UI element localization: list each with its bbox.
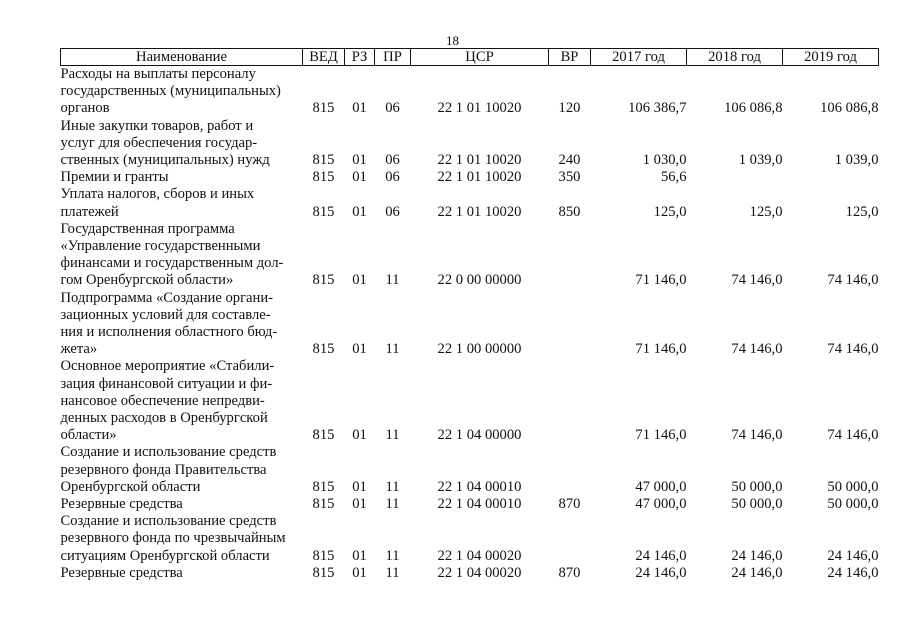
name-line: Премии и гранты (60, 169, 169, 186)
cell-2019: 1 039,0 (834, 152, 879, 169)
name-line: услуг для обеспечения государ- (60, 134, 258, 151)
name-line: Резервные средства (60, 564, 183, 581)
name-line: ственных (муниципальных) нужд (60, 152, 270, 169)
cell-vr: 120 (558, 100, 581, 117)
cell-name (61, 118, 303, 170)
name-line: нансовое обеспечение непредви- (60, 392, 265, 409)
cell-ved: 815 (312, 427, 335, 444)
name-line: Создание и использование средств (60, 444, 277, 461)
cell-rz: 01 (352, 100, 367, 117)
table-row (61, 221, 879, 290)
cell-csr: 22 1 01 10020 (437, 169, 522, 186)
cell-ved: 815 (312, 100, 335, 117)
cell-2017: 71 146,0 (635, 427, 687, 444)
cell-2018: 74 146,0 (731, 272, 783, 289)
header-vr: ВР (549, 49, 591, 66)
cell-pr: 11 (385, 427, 400, 444)
cell-csr: 22 1 04 00020 (437, 547, 522, 564)
table-row (61, 118, 879, 170)
cell-name (61, 66, 303, 118)
header-2018: 2018 год (687, 49, 783, 66)
cell-2017: 56,6 (660, 169, 687, 186)
cell-csr: 22 1 04 00010 (437, 478, 522, 495)
table-body (61, 66, 879, 583)
header-name: Наименование (61, 49, 303, 66)
name-line: финансами и государственным дол- (60, 255, 284, 272)
cell-2018: 24 146,0 (731, 547, 783, 564)
name-line: Резервные средства (60, 496, 183, 513)
cell-name (61, 169, 303, 186)
cell-rz: 01 (352, 427, 367, 444)
cell-2019: 24 146,0 (827, 547, 879, 564)
cell-rz: 01 (352, 478, 367, 495)
table-row (61, 444, 879, 496)
cell-ved: 815 (312, 341, 335, 358)
cell-2017: 71 146,0 (635, 341, 687, 358)
table-row (61, 169, 879, 186)
name-line: ния и исполнения областного бюд- (60, 324, 278, 341)
name-line: резервного фонда по чрезвычайным (60, 530, 286, 547)
cell-vr: 850 (558, 203, 581, 220)
name-line: Иные закупки товаров, работ и (60, 117, 254, 134)
cell-pr: 06 (385, 100, 400, 117)
name-line: зационных условий для составле- (60, 306, 271, 323)
cell-name (61, 496, 303, 513)
cell-2019: 125,0 (845, 203, 879, 220)
cell-2018: 106 086,8 (724, 100, 783, 117)
table-row (61, 565, 879, 582)
cell-pr: 06 (385, 152, 400, 169)
cell-ved: 815 (312, 564, 335, 581)
cell-name (61, 444, 303, 496)
cell-2018: 125,0 (749, 203, 783, 220)
cell-rz: 01 (352, 564, 367, 581)
cell-2018 (687, 169, 783, 186)
table-row (61, 358, 879, 444)
cell-rz: 01 (352, 203, 367, 220)
name-line: Государственная программа (60, 220, 235, 237)
name-line: резервного фонда Правительства (60, 461, 267, 478)
cell-name (61, 221, 303, 290)
cell-ved: 815 (312, 169, 335, 186)
cell-ved: 815 (312, 496, 335, 513)
cell-name (61, 358, 303, 444)
name-line: Оренбургской области (60, 478, 201, 495)
cell-pr: 11 (385, 272, 400, 289)
cell-2019: 106 086,8 (820, 100, 879, 117)
cell-2019: 74 146,0 (827, 272, 879, 289)
cell-pr: 06 (385, 169, 400, 186)
header-csr: ЦСР (411, 49, 549, 66)
cell-2018: 24 146,0 (731, 564, 783, 581)
cell-2017: 47 000,0 (635, 478, 687, 495)
cell-vr (549, 444, 591, 496)
cell-2019: 50 000,0 (827, 496, 879, 513)
cell-name (61, 565, 303, 582)
name-line: денных расходов в Оренбургской (60, 410, 268, 427)
name-line: государственных (муниципальных) (60, 83, 281, 100)
table-row (61, 513, 879, 565)
cell-rz: 01 (352, 496, 367, 513)
page-number: 18 (446, 33, 459, 48)
header-rz: РЗ (345, 49, 375, 66)
cell-2019: 74 146,0 (827, 427, 879, 444)
cell-csr: 22 1 04 00020 (437, 564, 522, 581)
table-header-row (61, 49, 879, 66)
budget-table (60, 48, 879, 582)
name-line: «Управление государственными (60, 238, 261, 255)
cell-2019 (783, 169, 879, 186)
cell-rz: 01 (352, 152, 367, 169)
cell-csr: 22 1 04 00010 (437, 496, 522, 513)
cell-vr (549, 221, 591, 290)
cell-csr: 22 1 01 10020 (437, 203, 522, 220)
name-line: органов (60, 100, 110, 117)
cell-2019: 50 000,0 (827, 478, 879, 495)
cell-2017: 71 146,0 (635, 272, 687, 289)
table-row (61, 290, 879, 359)
cell-name (61, 513, 303, 565)
header-2017: 2017 год (591, 49, 687, 66)
cell-2018: 1 039,0 (738, 152, 783, 169)
cell-2017: 125,0 (653, 203, 687, 220)
name-line: Подпрограмма «Создание органи- (60, 289, 274, 306)
cell-vr (549, 290, 591, 359)
cell-2018: 50 000,0 (731, 496, 783, 513)
cell-2017: 106 386,7 (628, 100, 687, 117)
cell-vr (549, 513, 591, 565)
cell-vr: 870 (558, 564, 581, 581)
cell-csr: 22 1 00 00000 (437, 341, 522, 358)
cell-rz: 01 (352, 272, 367, 289)
header-pr: ПР (375, 49, 411, 66)
cell-pr: 11 (385, 478, 400, 495)
table-row (61, 66, 879, 118)
cell-name (61, 186, 303, 220)
header-ved: ВЕД (303, 49, 345, 66)
cell-rz: 01 (352, 341, 367, 358)
cell-pr: 11 (385, 564, 400, 581)
cell-2018: 74 146,0 (731, 341, 783, 358)
name-line: Основное мероприятие «Стабили- (60, 358, 275, 375)
cell-csr: 22 0 00 00000 (437, 272, 522, 289)
name-line: Расходы на выплаты персоналу (60, 66, 256, 82)
cell-2018: 74 146,0 (731, 427, 783, 444)
name-line: гом Оренбургской области» (60, 272, 234, 289)
cell-csr: 22 1 01 10020 (437, 100, 522, 117)
cell-2017: 24 146,0 (635, 547, 687, 564)
header-2019: 2019 год (783, 49, 879, 66)
name-line: зация финансовой ситуации и фи- (60, 375, 273, 392)
cell-vr: 240 (558, 152, 581, 169)
name-line: жета» (60, 341, 98, 358)
name-line: Создание и использование средств (60, 513, 277, 530)
cell-csr: 22 1 04 00000 (437, 427, 522, 444)
cell-vr: 870 (558, 496, 581, 513)
cell-name (61, 290, 303, 359)
name-line: области» (60, 427, 117, 444)
cell-ved: 815 (312, 203, 335, 220)
table-row (61, 186, 879, 220)
cell-pr: 11 (385, 547, 400, 564)
cell-2019: 74 146,0 (827, 341, 879, 358)
cell-pr: 06 (385, 203, 400, 220)
cell-vr: 350 (558, 169, 581, 186)
cell-ved: 815 (312, 272, 335, 289)
name-line: Уплата налогов, сборов и иных (60, 186, 255, 203)
cell-ved: 815 (312, 152, 335, 169)
cell-2017: 1 030,0 (642, 152, 687, 169)
cell-pr: 11 (385, 496, 400, 513)
cell-ved: 815 (312, 478, 335, 495)
name-line: ситуациям Оренбургской области (60, 547, 270, 564)
cell-csr: 22 1 01 10020 (437, 152, 522, 169)
cell-2017: 47 000,0 (635, 496, 687, 513)
cell-2019: 24 146,0 (827, 564, 879, 581)
cell-vr (549, 358, 591, 444)
cell-rz: 01 (352, 169, 367, 186)
cell-ved: 815 (312, 547, 335, 564)
cell-2017: 24 146,0 (635, 564, 687, 581)
cell-pr: 11 (385, 341, 400, 358)
name-line: платежей (60, 203, 119, 220)
cell-rz: 01 (352, 547, 367, 564)
cell-2018: 50 000,0 (731, 478, 783, 495)
table-row (61, 496, 879, 513)
